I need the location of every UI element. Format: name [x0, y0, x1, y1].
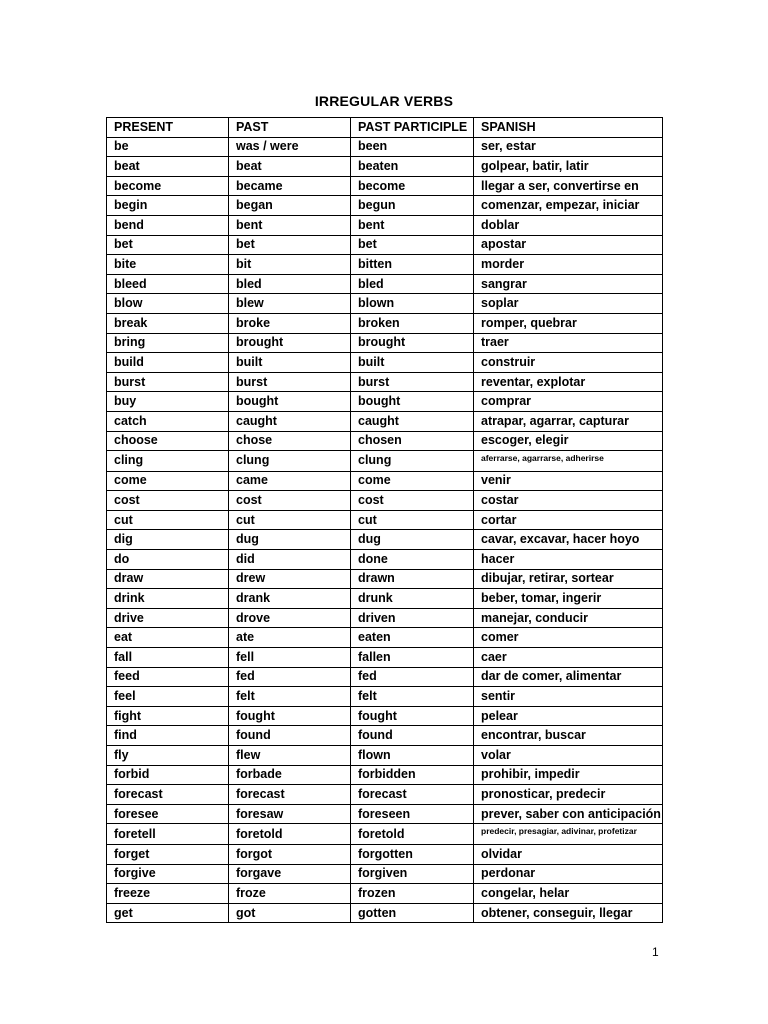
cell-present: feed [107, 667, 229, 687]
cell-spanish: congelar, helar [474, 884, 663, 904]
cell-past: built [229, 353, 351, 373]
cell-past-participle: chosen [351, 431, 474, 451]
cell-past-participle: come [351, 471, 474, 491]
cell-present: cut [107, 510, 229, 530]
cell-present: fly [107, 746, 229, 766]
table-row [107, 392, 663, 412]
cell-past: clung [229, 451, 351, 472]
cell-past: chose [229, 431, 351, 451]
cell-past: got [229, 903, 351, 923]
cell-spanish: dibujar, retirar, sortear [474, 569, 663, 589]
table-row [107, 196, 663, 216]
table-header-row [107, 118, 663, 138]
cell-past: bet [229, 235, 351, 255]
header-spanish: SPANISH [474, 118, 663, 138]
table-row [107, 687, 663, 707]
cell-past-participle: begun [351, 196, 474, 216]
cell-spanish: sangrar [474, 274, 663, 294]
cell-spanish: romper, quebrar [474, 313, 663, 333]
cell-past: forecast [229, 785, 351, 805]
cell-present: fight [107, 706, 229, 726]
table-row [107, 864, 663, 884]
table-row [107, 313, 663, 333]
cell-past: drank [229, 589, 351, 609]
page-number: 1 [652, 945, 659, 959]
cell-past: dug [229, 530, 351, 550]
cell-past-participle: brought [351, 333, 474, 353]
cell-past-participle: drunk [351, 589, 474, 609]
table-row [107, 804, 663, 824]
cell-present: drive [107, 608, 229, 628]
cell-past-participle: frozen [351, 884, 474, 904]
cell-present: begin [107, 196, 229, 216]
cell-past-participle: bent [351, 215, 474, 235]
cell-past-participle: blown [351, 294, 474, 314]
table-body [107, 137, 663, 923]
cell-past-participle: bled [351, 274, 474, 294]
cell-past-participle: forgotten [351, 844, 474, 864]
cell-present: burst [107, 372, 229, 392]
cell-past-participle: cut [351, 510, 474, 530]
cell-past-participle: foreseen [351, 804, 474, 824]
cell-spanish: cortar [474, 510, 663, 530]
cell-past-participle: burst [351, 372, 474, 392]
table-row [107, 726, 663, 746]
cell-spanish: cavar, excavar, hacer hoyo [474, 530, 663, 550]
cell-spanish: apostar [474, 235, 663, 255]
table-row [107, 137, 663, 157]
cell-spanish: encontrar, buscar [474, 726, 663, 746]
cell-past-participle: caught [351, 411, 474, 431]
cell-spanish: aferrarse, agarrarse, adherirse [474, 451, 663, 472]
cell-present: do [107, 550, 229, 570]
table-row [107, 667, 663, 687]
cell-present: bet [107, 235, 229, 255]
cell-past: forbade [229, 765, 351, 785]
table-row [107, 628, 663, 648]
table-row [107, 235, 663, 255]
cell-past: forgave [229, 864, 351, 884]
cell-past-participle: driven [351, 608, 474, 628]
cell-past: bled [229, 274, 351, 294]
cell-past: fought [229, 706, 351, 726]
table-row [107, 530, 663, 550]
table-row [107, 274, 663, 294]
cell-present: choose [107, 431, 229, 451]
cell-past-participle: fought [351, 706, 474, 726]
table-row [107, 157, 663, 177]
cell-present: forget [107, 844, 229, 864]
cell-present: bend [107, 215, 229, 235]
cell-present: break [107, 313, 229, 333]
cell-spanish: ser, estar [474, 137, 663, 157]
cell-spanish: venir [474, 471, 663, 491]
cell-past-participle: been [351, 137, 474, 157]
cell-past: fell [229, 648, 351, 668]
cell-past: found [229, 726, 351, 746]
table-row [107, 785, 663, 805]
table-row [107, 903, 663, 923]
cell-past: cost [229, 491, 351, 511]
cell-spanish: beber, tomar, ingerir [474, 589, 663, 609]
cell-present: drink [107, 589, 229, 609]
cell-past: was / were [229, 137, 351, 157]
cell-past-participle: cost [351, 491, 474, 511]
cell-present: draw [107, 569, 229, 589]
cell-spanish: volar [474, 746, 663, 766]
cell-present: be [107, 137, 229, 157]
table-row [107, 569, 663, 589]
cell-past: cut [229, 510, 351, 530]
cell-past: beat [229, 157, 351, 177]
cell-present: forecast [107, 785, 229, 805]
cell-past-participle: dug [351, 530, 474, 550]
cell-past: foretold [229, 824, 351, 845]
cell-past-participle: built [351, 353, 474, 373]
cell-spanish: hacer [474, 550, 663, 570]
table-row [107, 353, 663, 373]
cell-present: freeze [107, 884, 229, 904]
table-row [107, 176, 663, 196]
cell-spanish: reventar, explotar [474, 372, 663, 392]
document-title: IRREGULAR VERBS [314, 93, 454, 109]
table-row [107, 510, 663, 530]
table-row [107, 844, 663, 864]
cell-spanish: morder [474, 255, 663, 275]
cell-past-participle: forbidden [351, 765, 474, 785]
header-past: PAST [229, 118, 351, 138]
cell-past-participle: clung [351, 451, 474, 472]
cell-past-participle: bought [351, 392, 474, 412]
cell-spanish: olvidar [474, 844, 663, 864]
cell-past: bit [229, 255, 351, 275]
table-row [107, 746, 663, 766]
cell-spanish: perdonar [474, 864, 663, 884]
cell-past: bent [229, 215, 351, 235]
cell-past: blew [229, 294, 351, 314]
cell-present: become [107, 176, 229, 196]
cell-spanish: obtener, conseguir, llegar [474, 903, 663, 923]
cell-spanish: prohibir, impedir [474, 765, 663, 785]
cell-past: fed [229, 667, 351, 687]
cell-spanish: costar [474, 491, 663, 511]
cell-spanish: manejar, conducir [474, 608, 663, 628]
cell-present: foresee [107, 804, 229, 824]
table-row [107, 255, 663, 275]
cell-past-participle: gotten [351, 903, 474, 923]
cell-spanish: golpear, batir, latir [474, 157, 663, 177]
cell-present: bite [107, 255, 229, 275]
cell-past-participle: become [351, 176, 474, 196]
table-row [107, 451, 663, 472]
cell-spanish: pronosticar, predecir [474, 785, 663, 805]
cell-past-participle: found [351, 726, 474, 746]
cell-past: bought [229, 392, 351, 412]
cell-past: came [229, 471, 351, 491]
table-row [107, 706, 663, 726]
cell-spanish: predecir, presagiar, adivinar, profetizar [474, 824, 663, 845]
cell-past: did [229, 550, 351, 570]
cell-present: foretell [107, 824, 229, 845]
cell-present: build [107, 353, 229, 373]
cell-present: dig [107, 530, 229, 550]
cell-present: find [107, 726, 229, 746]
cell-spanish: prever, saber con anticipación [474, 804, 663, 824]
cell-spanish: construir [474, 353, 663, 373]
table-row [107, 608, 663, 628]
cell-spanish: escoger, elegir [474, 431, 663, 451]
table-row [107, 491, 663, 511]
cell-past-participle: fallen [351, 648, 474, 668]
cell-present: feel [107, 687, 229, 707]
cell-past: flew [229, 746, 351, 766]
cell-past-participle: bitten [351, 255, 474, 275]
cell-past-participle: flown [351, 746, 474, 766]
cell-past: brought [229, 333, 351, 353]
irregular-verbs-table [106, 117, 663, 923]
cell-past: froze [229, 884, 351, 904]
cell-past: became [229, 176, 351, 196]
cell-past: broke [229, 313, 351, 333]
table-row [107, 411, 663, 431]
cell-present: blow [107, 294, 229, 314]
table-row [107, 550, 663, 570]
header-present: PRESENT [107, 118, 229, 138]
cell-past-participle: forecast [351, 785, 474, 805]
cell-past: drove [229, 608, 351, 628]
table-row [107, 215, 663, 235]
cell-past-participle: eaten [351, 628, 474, 648]
cell-present: come [107, 471, 229, 491]
cell-present: buy [107, 392, 229, 412]
cell-spanish: atrapar, agarrar, capturar [474, 411, 663, 431]
cell-spanish: comer [474, 628, 663, 648]
cell-past: burst [229, 372, 351, 392]
cell-present: eat [107, 628, 229, 648]
cell-present: catch [107, 411, 229, 431]
table-row [107, 471, 663, 491]
table-row [107, 648, 663, 668]
cell-spanish: comenzar, empezar, iniciar [474, 196, 663, 216]
cell-past-participle: drawn [351, 569, 474, 589]
cell-present: forgive [107, 864, 229, 884]
cell-present: cost [107, 491, 229, 511]
cell-past: began [229, 196, 351, 216]
cell-past-participle: beaten [351, 157, 474, 177]
cell-past: felt [229, 687, 351, 707]
header-past-participle: PAST PARTICIPLE [351, 118, 474, 138]
cell-spanish: llegar a ser, convertirse en [474, 176, 663, 196]
table-row [107, 333, 663, 353]
cell-past-participle: forgiven [351, 864, 474, 884]
cell-spanish: pelear [474, 706, 663, 726]
cell-past: caught [229, 411, 351, 431]
cell-present: cling [107, 451, 229, 472]
cell-present: fall [107, 648, 229, 668]
cell-present: bleed [107, 274, 229, 294]
table-row [107, 431, 663, 451]
cell-past: ate [229, 628, 351, 648]
cell-present: beat [107, 157, 229, 177]
cell-past-participle: bet [351, 235, 474, 255]
cell-spanish: traer [474, 333, 663, 353]
cell-past: foresaw [229, 804, 351, 824]
cell-spanish: caer [474, 648, 663, 668]
cell-spanish: soplar [474, 294, 663, 314]
cell-present: bring [107, 333, 229, 353]
cell-past-participle: fed [351, 667, 474, 687]
table-row [107, 589, 663, 609]
table-row [107, 372, 663, 392]
cell-spanish: doblar [474, 215, 663, 235]
cell-present: get [107, 903, 229, 923]
cell-past-participle: broken [351, 313, 474, 333]
cell-past: drew [229, 569, 351, 589]
cell-past-participle: foretold [351, 824, 474, 845]
cell-spanish: sentir [474, 687, 663, 707]
table-row [107, 765, 663, 785]
cell-present: forbid [107, 765, 229, 785]
table-row [107, 824, 663, 845]
cell-past: forgot [229, 844, 351, 864]
cell-spanish: dar de comer, alimentar [474, 667, 663, 687]
table-row [107, 884, 663, 904]
table-row [107, 294, 663, 314]
cell-past-participle: felt [351, 687, 474, 707]
cell-past-participle: done [351, 550, 474, 570]
cell-spanish: comprar [474, 392, 663, 412]
